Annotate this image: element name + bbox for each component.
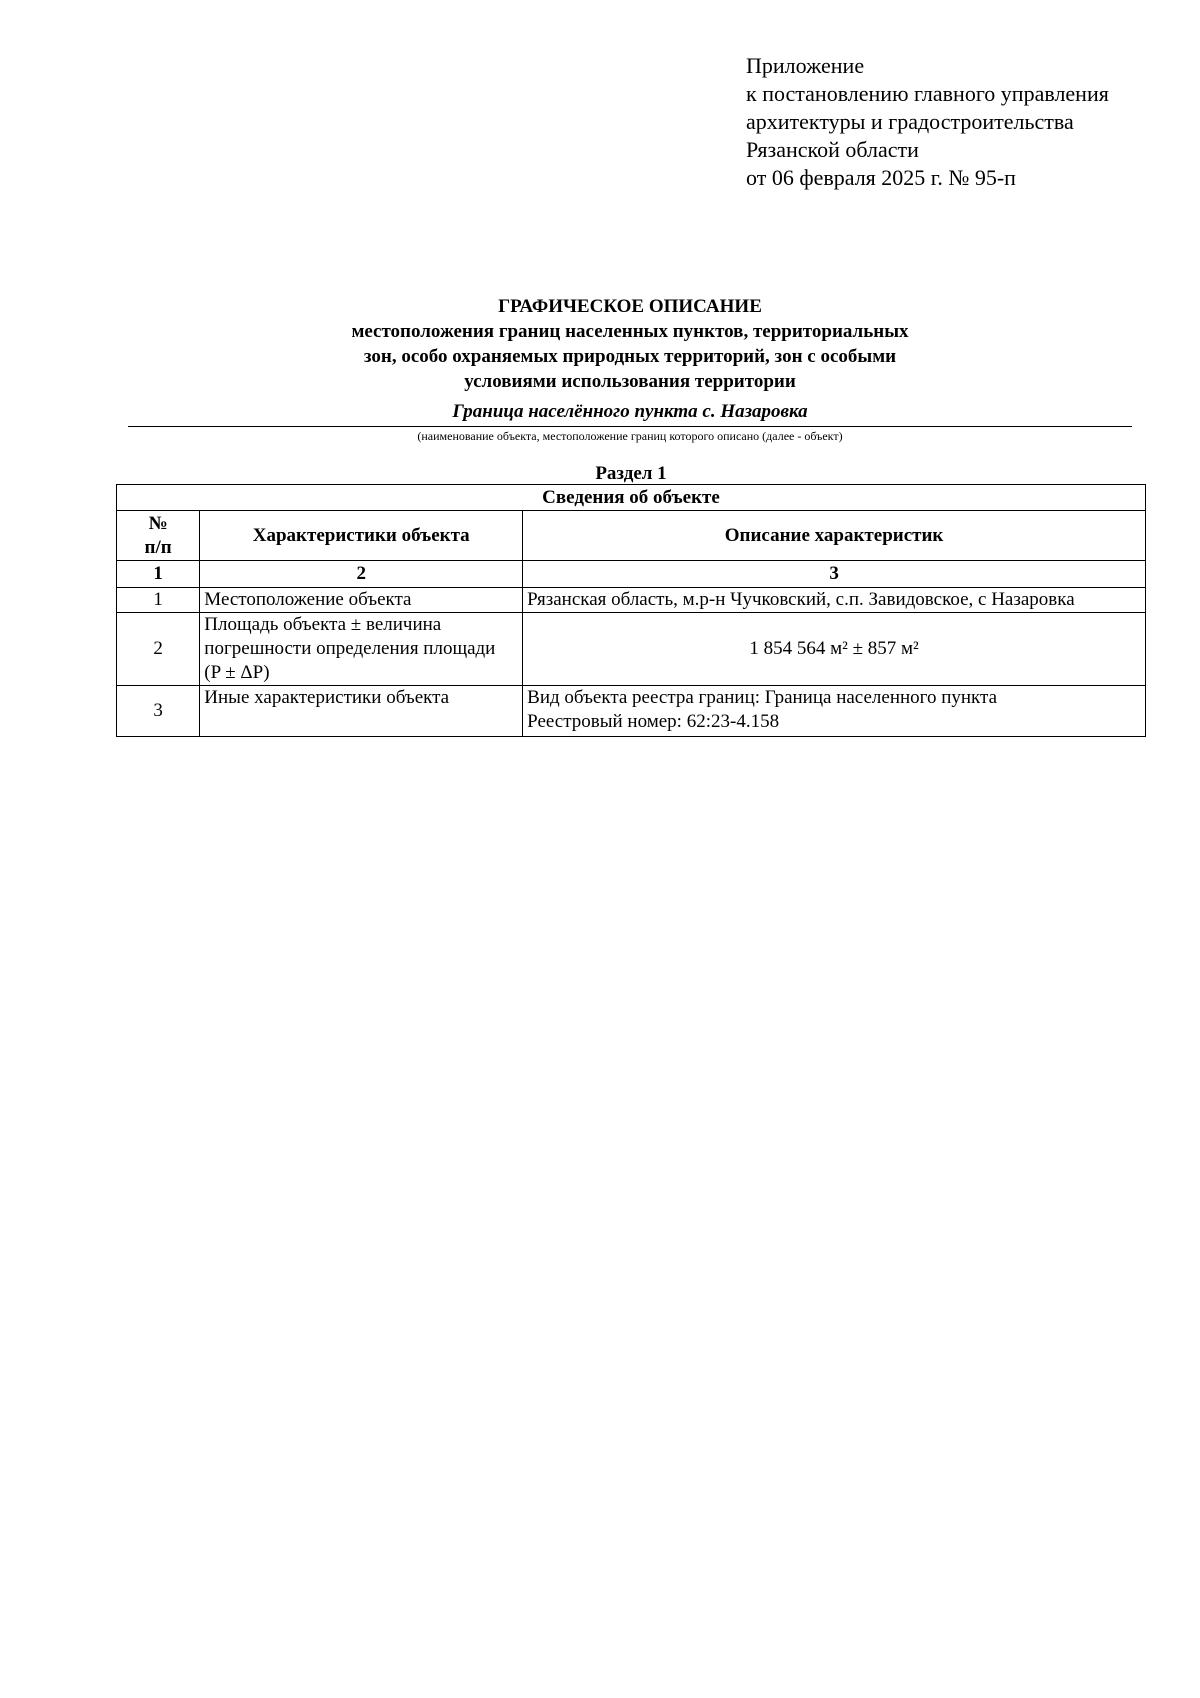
row-characteristic: [200, 686, 523, 737]
row-characteristic-line: Площадь объекта ± величина: [204, 614, 442, 635]
table-header-row: [117, 511, 1146, 561]
header-number: [117, 511, 200, 561]
column-number-row: [117, 561, 1146, 588]
object-name-underline: [128, 426, 1132, 427]
title-line: местоположения границ населенных пунктов, территориальных: [351, 321, 909, 342]
header-description: Описание характеристик: [523, 511, 1146, 561]
title-line: зон, особо охраняемых природных территорий, зон с особыми: [363, 346, 897, 367]
appendix-line: Приложение: [746, 53, 865, 78]
object-name-caption: (наименование объекта, местоположение границ которого описано (далее - объект): [417, 429, 843, 443]
appendix-line: от 06 февраля 2025 г. № 95-п: [746, 165, 1016, 190]
header-characteristics: Характеристики объекта: [200, 511, 523, 561]
row-characteristic-line: (P ± ΔP): [204, 662, 270, 683]
object-name: Граница населённого пункта с. Назаровка: [452, 401, 808, 422]
appendix-line: Рязанской области: [746, 137, 919, 162]
appendix-line: архитектуры и градостроительства: [746, 109, 1074, 134]
section-title: Раздел 1: [595, 463, 667, 484]
document-title: [128, 294, 1132, 394]
table-row: [117, 686, 1146, 737]
row-number: 1: [117, 588, 200, 613]
table-row: [117, 613, 1146, 686]
column-number: 3: [523, 561, 1146, 588]
row-description: [523, 686, 1146, 737]
row-description-line: Рязанская область, м.р-н Чучковский, с.п. Завидовское, с Назаровка: [527, 589, 1075, 610]
row-number: 3: [117, 686, 200, 737]
row-characteristic-line: Местоположение объекта: [204, 589, 412, 610]
appendix-block: [746, 52, 1109, 192]
row-number: 2: [117, 613, 200, 686]
title-line: условиями использования территории: [464, 371, 796, 392]
row-description: [523, 588, 1146, 613]
row-description-line: Реестровый номер: 62:23-4.158: [527, 711, 780, 732]
row-characteristic: [200, 613, 523, 686]
row-description-line: Вид объекта реестра границ: Граница населенного пункта: [527, 687, 998, 708]
row-description: [523, 613, 1146, 686]
title-main: ГРАФИЧЕСКОЕ ОПИСАНИЕ: [498, 296, 762, 317]
row-characteristic-line: погрешности определения площади: [204, 638, 496, 659]
table-caption: Сведения об объекте: [117, 485, 1146, 511]
row-characteristic-line: Иные характеристики объекта: [204, 687, 450, 708]
object-info-table: [116, 484, 1146, 737]
table-caption-row: [117, 485, 1146, 511]
table-row: [117, 588, 1146, 613]
column-number: 2: [200, 561, 523, 588]
appendix-line: к постановлению главного управления: [746, 81, 1109, 106]
row-characteristic: [200, 588, 523, 613]
header-number-line1: №: [148, 512, 168, 534]
column-number: 1: [117, 561, 200, 588]
row-description-line: 1 854 564 м² ± 857 м²: [749, 638, 919, 659]
header-number-line2: п/п: [144, 536, 172, 558]
